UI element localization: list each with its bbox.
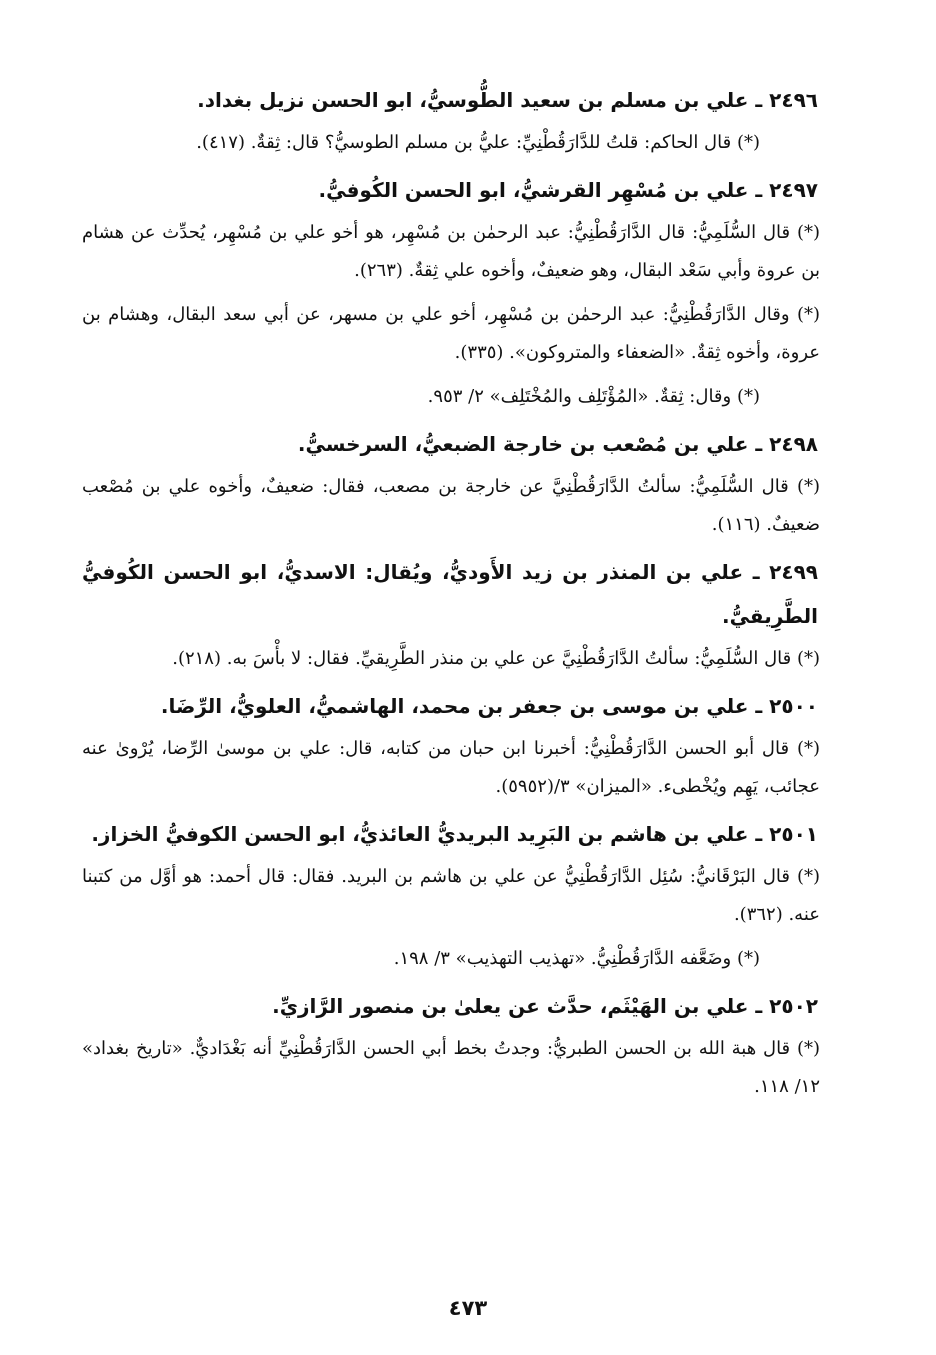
entry-heading: ٢٤٩٨ ـ علي بن مُصْعب بن خارجة الضبعيُّ، السرخسيُّ. [297, 432, 818, 456]
entry-paragraph: (*) قال الحاكم: قلتُ للدَّارَقُطْنِيِّ: عليُّ بن مسلم الطوسيُّ؟ قال: ثِقةٌ. (٤١٧). [196, 132, 760, 153]
entry-2502 [82, 984, 820, 1106]
entry-paragraph: (*) قال السُّلَمِيُّ: سألتُ الدَّارَقُطْنِيَّ عن علي بن منذر الطَّرِيقيِّ. فقال: لا بأْسَ به. (٢١٨). [172, 648, 820, 669]
entry-paragraph: (*) قال السُّلَمِيُّ: قال الدَّارَقُطْنِيُّ: عبد الرحمٰن بن مُسْهِر، هو أخو علي بن مُسْهِر، يُحدِّث عن هشام بن عروة وأبي سَعْد البقال، وهو ضعيفٌ، وأخوه علي ثِقةٌ. (٢٦٣). [82, 222, 820, 281]
entry-paragraph: (*) قال البَرْقَانيُّ: سُئِل الدَّارَقُطْنِيُّ عن علي بن هاشم بن البريد. فقال: قال أحمد: هو أوَّل من كتبنا عنه. (٣٦٢). [82, 866, 820, 925]
entry-paragraph: (*) قال أبو الحسن الدَّارَقُطْنِيُّ: أخبرنا ابن حبان من كتابه، قال: علي بن موسىٰ الرِّضا، يُرْوىٰ عنه عجائب، يَهِم ويُخْطىء. «الميزان» ٣/(٥٩٥٢). [82, 738, 820, 797]
entry-paragraph: (*) قال هبة الله بن الحسن الطبريُّ: وجدتُ بخط أبي الحسن الدَّارَقُطْنِيِّ أنه بَغْدَاديٌّ. «تاريخ بغداد» ١٢/ ١١٨. [82, 1038, 820, 1097]
entry-2497 [82, 168, 820, 416]
entry-paragraph: (*) وضَعَّفه الدَّارَقُطْنِيُّ. «تهذيب التهذيب» ٣/ ١٩٨. [393, 948, 760, 969]
entry-heading: ٢٤٩٩ ـ علي بن المنذر بن زيد الأَوديُّ، ويُقال: الاسديُّ، ابو الحسن الكُوفيُّ الطَّرِيقيُّ. [82, 560, 818, 628]
entry-heading: ٢٥٠١ ـ علي بن هاشم بن البَرِيد البريديُّ العائذيُّ، ابو الحسن الكوفيُّ الخزاز. [91, 822, 818, 846]
entry-2496 [82, 78, 820, 162]
entry-heading: ٢٥٠٢ ـ علي بن الهَيْثَم، حدَّث عن يعلىٰ بن منصور الرَّازيِّ. [272, 994, 818, 1018]
entry-heading: ٢٥٠٠ ـ علي بن موسى بن جعفر بن محمد، الهاشميُّ، العلويُّ، الرِّضَا. [160, 694, 818, 718]
entry-paragraph: (*) قال السُّلَمِيُّ: سألتُ الدَّارَقُطْنِيَّ عن خارجة بن مصعب، فقال: ضعيفٌ، وأخوه علي بن مُصْعب ضعيفٌ. (١١٦). [82, 476, 820, 535]
entry-2498 [82, 422, 820, 544]
entry-2501 [82, 812, 820, 978]
entry-2500 [82, 684, 820, 806]
entry-paragraph: (*) وقال الدَّارَقُطْنِيُّ: عبد الرحمٰن بن مُسْهِر، أخو علي بن مسهر، عن أبي سعد البقال، وهشام بن عروة، وأخوه ثِقةٌ. «الضعفاء والمتروكون». (٣٣٥). [82, 304, 820, 363]
entry-heading: ٢٤٩٧ ـ علي بن مُسْهِر القرشيُّ، ابو الحسن الكُوفيُّ. [318, 178, 818, 202]
entry-heading: ٢٤٩٦ ـ علي بن مسلم بن سعيد الطُّوسيُّ، ابو الحسن نزيل بغداد. [197, 88, 818, 112]
page-number: ٤٧٣ [448, 1296, 488, 1320]
entry-paragraph: (*) وقال: ثِقةٌ. «المُؤْتَلِف والمُخْتَلِف» ٢/ ٩٥٣. [427, 386, 760, 407]
entry-2499 [82, 550, 820, 678]
page-body [82, 78, 820, 1112]
